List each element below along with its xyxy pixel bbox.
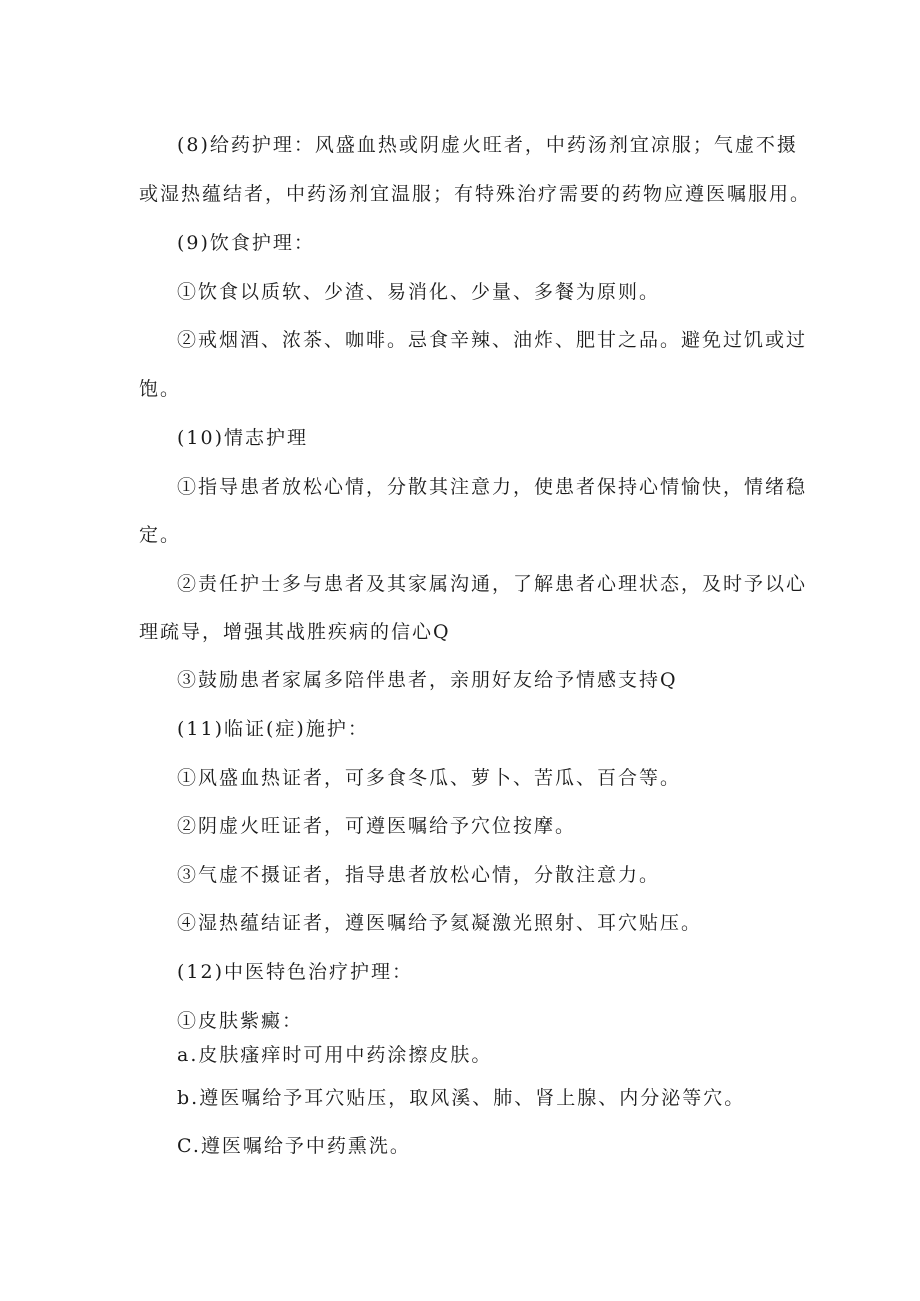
text-line: 定。 (139, 524, 182, 546)
text-line: 理疏导，增强其战胜疾病的信心Q (139, 621, 451, 643)
text-line: ④湿热蕴结证者，遵医嘱给予氦凝激光照射、耳穴贴压。 (177, 912, 703, 934)
text-line: ②责任护士多与患者及其家属沟通，了解患者心理状态，及时予以心 (177, 573, 808, 595)
text-line: ②阴虚火旺证者，可遵医嘱给予穴位按摩。 (177, 815, 577, 837)
text-line: 饱。 (139, 378, 182, 400)
text-line: a.皮肤瘙痒时可用中药涂擦皮肤。 (177, 1044, 493, 1066)
text-line: (8)给药护理：风盛血热或阴虚火旺者，中药汤剂宜凉服；气虚不摄 (177, 134, 798, 156)
text-line: ①风盛血热证者，可多食冬瓜、萝卜、苦瓜、百合等。 (177, 767, 682, 789)
section-heading: (9)饮食护理： (177, 232, 315, 254)
text-line: ①指导患者放松心情，分散其注意力，使患者保持心情愉快，情绪稳 (177, 476, 808, 498)
text-line: ③气虚不摄证者，指导患者放松心情，分散注意力。 (177, 864, 661, 886)
text-line: ①饮食以质软、少渣、易消化、少量、多餐为原则。 (177, 281, 661, 303)
text-line: ①皮肤紫癜： (177, 1010, 304, 1032)
section-heading: (11)临证(症)施护： (177, 718, 369, 740)
text-line: 或湿热蕴结者，中药汤剂宜温服；有特殊治疗需要的药物应遵医嘱服用。 (139, 183, 812, 205)
section-heading: (10)情志护理 (177, 427, 309, 449)
text-line: C.遵医嘱给予中药熏洗。 (177, 1135, 411, 1157)
text-line: b.遵医嘱给予耳穴贴压，取风溪、肺、肾上腺、内分泌等穴。 (177, 1087, 746, 1109)
section-heading: (12)中医特色治疗护理： (177, 961, 414, 983)
text-line: ②戒烟酒、浓茶、咖啡。忌食辛辣、油炸、肥甘之品。避免过饥或过 (177, 329, 808, 351)
text-line: ③鼓励患者家属多陪伴患者，亲朋好友给予情感支持Q (177, 669, 678, 691)
